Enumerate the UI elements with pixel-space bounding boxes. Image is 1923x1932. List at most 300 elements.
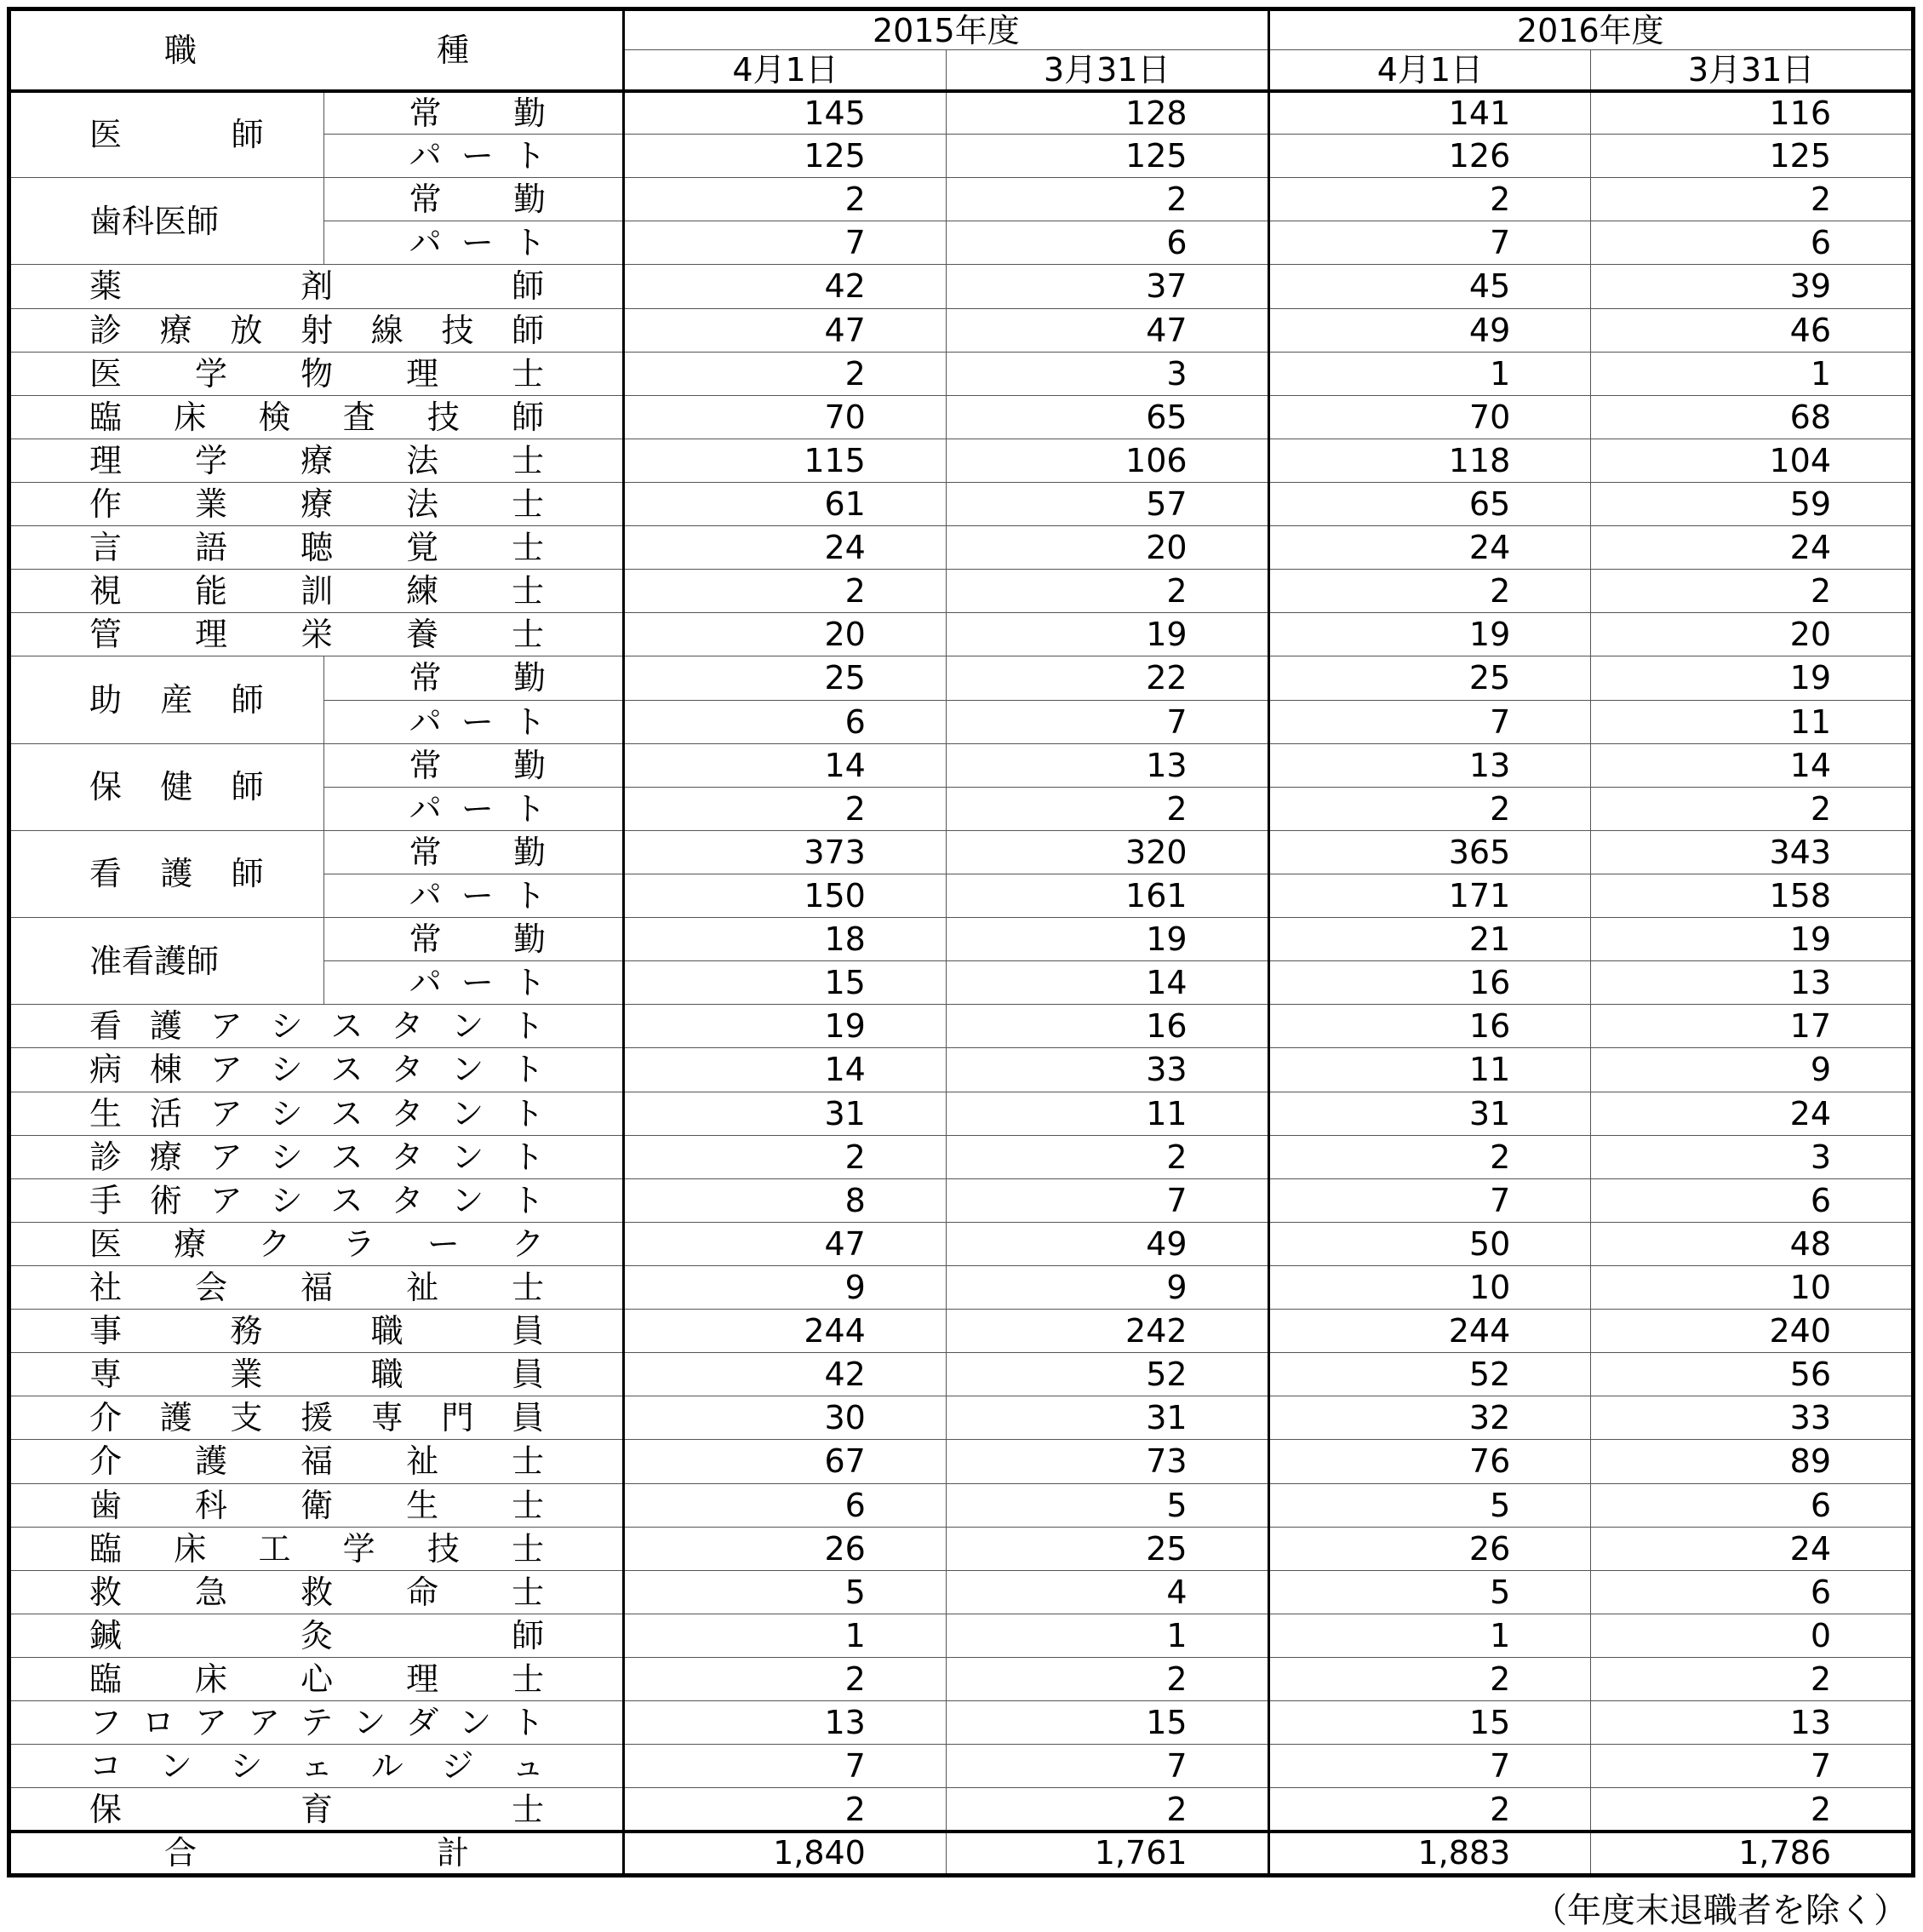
job-type-cell bbox=[9, 439, 624, 482]
label-char: フ bbox=[89, 1704, 123, 1742]
value-cell: 89 bbox=[1591, 1440, 1914, 1483]
job-type-label bbox=[11, 1051, 622, 1089]
label-char: パ bbox=[409, 137, 442, 175]
label-char: 養 bbox=[406, 616, 439, 654]
label-char: 療 bbox=[300, 441, 334, 479]
label-char: 業 bbox=[195, 485, 228, 524]
value-cell: 6 bbox=[624, 700, 947, 743]
job-type-label bbox=[11, 1312, 622, 1350]
label-char: 手 bbox=[89, 1181, 123, 1219]
value-cell: 19 bbox=[1591, 918, 1914, 961]
label-char: 技 bbox=[426, 398, 460, 436]
label-char: シ bbox=[230, 1747, 263, 1786]
table-row bbox=[9, 1745, 1914, 1788]
job-type-cell bbox=[9, 1178, 624, 1222]
value-cell: 118 bbox=[1268, 439, 1591, 482]
label-char: 福 bbox=[300, 1442, 334, 1481]
job-group-cell bbox=[9, 830, 324, 917]
table-row bbox=[9, 1527, 1914, 1570]
value-cell: 150 bbox=[624, 874, 947, 917]
total-value-cell: 1,840 bbox=[624, 1832, 947, 1876]
label-char: 救 bbox=[89, 1573, 123, 1611]
value-cell: 20 bbox=[1591, 613, 1914, 656]
label-char: 法 bbox=[406, 441, 439, 479]
table-row bbox=[9, 656, 1914, 700]
job-group-label bbox=[11, 202, 323, 240]
value-cell: 240 bbox=[1591, 1310, 1914, 1353]
label-char: 師 bbox=[231, 116, 264, 154]
value-cell: 244 bbox=[1268, 1310, 1591, 1353]
label-char: 理 bbox=[406, 354, 439, 393]
label-char: 作 bbox=[89, 485, 123, 524]
label-char: 歯科医師 bbox=[89, 202, 220, 240]
label-char: 員 bbox=[512, 1399, 545, 1437]
employment-type-label bbox=[324, 746, 623, 784]
label-char: 療 bbox=[174, 1224, 207, 1263]
value-cell: 2 bbox=[946, 1657, 1268, 1700]
label-char: ロ bbox=[142, 1704, 175, 1742]
job-type-label bbox=[11, 1094, 622, 1132]
value-cell: 6 bbox=[1591, 1570, 1914, 1614]
value-cell: 2 bbox=[624, 352, 947, 395]
value-cell: 22 bbox=[946, 656, 1268, 700]
table-row bbox=[9, 743, 1914, 787]
job-type-cell bbox=[9, 1657, 624, 1700]
label-char: ン bbox=[451, 1094, 484, 1132]
value-cell: 2 bbox=[946, 178, 1268, 221]
label-char: テ bbox=[300, 1704, 334, 1742]
job-group-cell bbox=[9, 91, 324, 178]
label-char: ト bbox=[513, 877, 547, 915]
label-char: 常 bbox=[409, 181, 442, 219]
value-cell: 13 bbox=[1268, 743, 1591, 787]
label-char: 鍼 bbox=[89, 1616, 123, 1654]
value-cell: 49 bbox=[946, 1222, 1268, 1265]
job-type-label bbox=[11, 529, 622, 567]
label-char: 士 bbox=[512, 441, 545, 479]
value-cell: 5 bbox=[1268, 1483, 1591, 1527]
value-cell: 7 bbox=[1268, 1178, 1591, 1222]
job-type-cell bbox=[9, 308, 624, 352]
value-cell: 126 bbox=[1268, 135, 1591, 178]
table-row bbox=[9, 1440, 1914, 1483]
value-cell: 16 bbox=[946, 1005, 1268, 1048]
job-type-cell bbox=[9, 1092, 624, 1135]
value-cell: 73 bbox=[946, 1440, 1268, 1483]
value-cell: 19 bbox=[1268, 613, 1591, 656]
label-char: 師 bbox=[512, 1616, 545, 1654]
total-value-cell: 1,883 bbox=[1268, 1832, 1591, 1876]
value-cell: 24 bbox=[1591, 1527, 1914, 1570]
job-type-cell bbox=[9, 1614, 624, 1657]
label-char: 床 bbox=[174, 398, 207, 436]
label-char: 学 bbox=[195, 354, 228, 393]
value-cell: 6 bbox=[624, 1483, 947, 1527]
label-char: 士 bbox=[512, 572, 545, 611]
value-cell: 10 bbox=[1591, 1265, 1914, 1309]
table-row bbox=[9, 570, 1914, 613]
value-cell: 2 bbox=[624, 787, 947, 830]
label-char: パ bbox=[409, 877, 442, 915]
value-cell: 6 bbox=[1591, 1483, 1914, 1527]
table-row bbox=[9, 439, 1914, 482]
label-char: ン bbox=[451, 1051, 484, 1089]
value-cell: 5 bbox=[946, 1483, 1268, 1527]
job-type-label bbox=[11, 1486, 622, 1524]
value-cell: 2 bbox=[624, 570, 947, 613]
label-char: 棟 bbox=[149, 1051, 182, 1089]
label-char: 命 bbox=[406, 1573, 439, 1611]
label-char: 療 bbox=[149, 1138, 182, 1176]
job-type-cell bbox=[9, 613, 624, 656]
table-row bbox=[9, 308, 1914, 352]
label-char: 支 bbox=[230, 1399, 263, 1437]
label-char: ト bbox=[513, 964, 547, 1002]
value-cell: 116 bbox=[1591, 91, 1914, 135]
label-char: ジ bbox=[441, 1747, 474, 1786]
value-cell: 2 bbox=[624, 1135, 947, 1178]
label-char: ー bbox=[461, 224, 494, 262]
job-type-label bbox=[11, 1704, 622, 1742]
label-char: ア bbox=[248, 1704, 281, 1742]
table-row bbox=[9, 1178, 1914, 1222]
value-cell: 30 bbox=[624, 1396, 947, 1440]
label-char: ト bbox=[513, 224, 547, 262]
label-char: 床 bbox=[195, 1660, 228, 1698]
footnote: （年度末退職者を除く） bbox=[1533, 1891, 1908, 1930]
label-char: 社 bbox=[89, 1269, 123, 1306]
value-cell: 13 bbox=[624, 1701, 947, 1745]
value-cell: 2 bbox=[1591, 1657, 1914, 1700]
value-cell: 8 bbox=[624, 1178, 947, 1222]
label-char: ー bbox=[461, 789, 494, 828]
label-char: 放 bbox=[230, 311, 263, 349]
value-cell: 33 bbox=[1591, 1396, 1914, 1440]
label-char: 士 bbox=[512, 485, 545, 524]
total-label bbox=[11, 1834, 622, 1872]
value-cell: 14 bbox=[624, 1048, 947, 1092]
label-char: 産 bbox=[160, 681, 193, 719]
label-char: 線 bbox=[370, 311, 403, 349]
value-cell: 13 bbox=[1591, 1701, 1914, 1745]
value-cell: 48 bbox=[1591, 1222, 1914, 1265]
job-type-label bbox=[11, 267, 622, 306]
job-type-cell bbox=[9, 1527, 624, 1570]
label-char: 聴 bbox=[300, 529, 334, 567]
label-char: ン bbox=[459, 1704, 492, 1742]
value-cell: 19 bbox=[624, 1005, 947, 1048]
label-char: 務 bbox=[230, 1312, 263, 1350]
label-char: ー bbox=[426, 1224, 460, 1263]
label-char: 医 bbox=[89, 354, 123, 393]
value-cell: 2 bbox=[1268, 178, 1591, 221]
label-char: 診 bbox=[89, 311, 123, 349]
value-cell: 373 bbox=[624, 830, 947, 874]
value-cell: 25 bbox=[1268, 656, 1591, 700]
value-cell: 2 bbox=[1591, 1788, 1914, 1832]
label-char: ト bbox=[512, 1094, 545, 1132]
table-row bbox=[9, 352, 1914, 395]
value-cell: 45 bbox=[1268, 265, 1591, 308]
label-char: ア bbox=[195, 1704, 228, 1742]
value-cell: 2 bbox=[946, 787, 1268, 830]
job-group-label bbox=[11, 855, 323, 893]
value-cell: 2 bbox=[1268, 1788, 1591, 1832]
label-char: 物 bbox=[300, 354, 334, 393]
value-cell: 365 bbox=[1268, 830, 1591, 874]
value-cell: 11 bbox=[1268, 1048, 1591, 1092]
value-cell: 125 bbox=[1591, 135, 1914, 178]
job-type-label bbox=[11, 572, 622, 611]
job-type-cell bbox=[9, 265, 624, 308]
label-char: ー bbox=[461, 702, 494, 741]
employment-type-label bbox=[324, 877, 623, 915]
value-cell: 31 bbox=[1268, 1092, 1591, 1135]
value-cell: 18 bbox=[624, 918, 947, 961]
value-cell: 7 bbox=[624, 1745, 947, 1788]
label-char: 専 bbox=[89, 1356, 123, 1394]
label-char: ー bbox=[461, 137, 494, 175]
value-cell: 52 bbox=[1268, 1353, 1591, 1396]
value-cell: 9 bbox=[624, 1265, 947, 1309]
label-char: ェ bbox=[300, 1747, 334, 1786]
label-char: 学 bbox=[195, 441, 228, 479]
value-cell: 14 bbox=[1591, 743, 1914, 787]
value-cell: 115 bbox=[624, 439, 947, 482]
job-type-label bbox=[11, 311, 622, 349]
value-cell: 24 bbox=[624, 526, 947, 570]
table-row bbox=[9, 918, 1914, 961]
value-cell: 70 bbox=[624, 395, 947, 439]
label-char: 看 bbox=[89, 855, 123, 893]
label-char: 科 bbox=[195, 1486, 228, 1524]
label-char: 救 bbox=[300, 1573, 334, 1611]
label-char: 会 bbox=[195, 1269, 228, 1306]
job-type-cell bbox=[9, 526, 624, 570]
value-cell: 7 bbox=[624, 221, 947, 265]
value-cell: 47 bbox=[624, 308, 947, 352]
table-row bbox=[9, 1135, 1914, 1178]
table-row bbox=[9, 178, 1914, 221]
label-char: 法 bbox=[406, 485, 439, 524]
label-char: ア bbox=[209, 1007, 243, 1046]
label-char: 門 bbox=[441, 1399, 474, 1437]
employment-type-label bbox=[324, 659, 623, 697]
label-char: 士 bbox=[512, 1442, 545, 1481]
label-char: ト bbox=[512, 1704, 545, 1742]
job-type-label bbox=[11, 1007, 622, 1046]
label-char: 士 bbox=[512, 616, 545, 654]
label-char: 助 bbox=[89, 681, 123, 719]
value-cell: 320 bbox=[946, 830, 1268, 874]
label-char: 訓 bbox=[300, 572, 334, 611]
job-type-label bbox=[11, 1529, 622, 1568]
job-type-label bbox=[11, 1181, 622, 1219]
label-char: ュ bbox=[512, 1747, 545, 1786]
job-type-cell bbox=[9, 352, 624, 395]
job-type-cell bbox=[9, 1483, 624, 1527]
label-char: 心 bbox=[300, 1660, 334, 1698]
value-cell: 25 bbox=[946, 1527, 1268, 1570]
label-char: 灸 bbox=[300, 1616, 334, 1654]
label-char: ル bbox=[370, 1747, 403, 1786]
job-type-cell bbox=[9, 1222, 624, 1265]
employment-type-label bbox=[324, 964, 623, 1002]
table-row bbox=[9, 1396, 1914, 1440]
value-cell: 32 bbox=[1268, 1396, 1591, 1440]
value-cell: 42 bbox=[624, 265, 947, 308]
job-type-cell bbox=[9, 1788, 624, 1832]
value-cell: 2 bbox=[1268, 787, 1591, 830]
value-cell: 104 bbox=[1591, 439, 1914, 482]
date-header: 3月31日 bbox=[946, 50, 1268, 91]
label-char: 保 bbox=[89, 768, 123, 806]
label-char: タ bbox=[391, 1181, 424, 1219]
label-char: 准看護師 bbox=[89, 942, 220, 980]
table-row bbox=[9, 1701, 1914, 1745]
label-char: 学 bbox=[342, 1529, 375, 1568]
value-cell: 65 bbox=[1268, 482, 1591, 525]
label-char: ス bbox=[330, 1094, 363, 1132]
employment-type-cell bbox=[323, 135, 624, 178]
job-type-cell bbox=[9, 1005, 624, 1048]
value-cell: 6 bbox=[1591, 1178, 1914, 1222]
value-cell: 2 bbox=[1268, 1657, 1591, 1700]
value-cell: 39 bbox=[1591, 265, 1914, 308]
label-char: 理 bbox=[406, 1660, 439, 1698]
job-type-cell bbox=[9, 395, 624, 439]
value-cell: 11 bbox=[1591, 700, 1914, 743]
label-char: 常 bbox=[409, 746, 442, 784]
label-char: 医 bbox=[89, 116, 123, 154]
table-row bbox=[9, 1614, 1914, 1657]
value-cell: 24 bbox=[1591, 526, 1914, 570]
table-row bbox=[9, 1570, 1914, 1614]
label-char: 技 bbox=[426, 1529, 460, 1568]
value-cell: 31 bbox=[624, 1092, 947, 1135]
year-header-2016: 2016年度 bbox=[1268, 9, 1913, 50]
job-type-cell bbox=[9, 1353, 624, 1396]
total-row bbox=[9, 1832, 1914, 1876]
table-row bbox=[9, 1353, 1914, 1396]
label-char: ト bbox=[513, 137, 547, 175]
value-cell: 14 bbox=[624, 743, 947, 787]
table-row bbox=[9, 1310, 1914, 1353]
value-cell: 68 bbox=[1591, 395, 1914, 439]
table-row bbox=[9, 1222, 1914, 1265]
label-char: 士 bbox=[512, 1269, 545, 1306]
job-type-cell bbox=[9, 1701, 624, 1745]
table-row bbox=[9, 526, 1914, 570]
label-char: ト bbox=[512, 1007, 545, 1046]
employment-type-label bbox=[324, 702, 623, 741]
label-char: 師 bbox=[512, 398, 545, 436]
value-cell: 19 bbox=[946, 918, 1268, 961]
label-char: 査 bbox=[342, 398, 375, 436]
label-char: シ bbox=[270, 1138, 303, 1176]
employment-type-cell bbox=[323, 830, 624, 874]
label-char: 療 bbox=[300, 485, 334, 524]
label-char: ン bbox=[451, 1007, 484, 1046]
value-cell: 15 bbox=[946, 1701, 1268, 1745]
label-char: 勤 bbox=[513, 920, 547, 959]
job-group-cell bbox=[9, 656, 324, 743]
table-row bbox=[9, 482, 1914, 525]
label-char: 職 bbox=[164, 31, 197, 69]
value-cell: 47 bbox=[946, 308, 1268, 352]
employment-type-label bbox=[324, 789, 623, 828]
job-type-label bbox=[11, 616, 622, 654]
value-cell: 33 bbox=[946, 1048, 1268, 1092]
label-char: ト bbox=[513, 789, 547, 828]
date-header: 3月31日 bbox=[1591, 50, 1914, 91]
label-char: ー bbox=[461, 877, 494, 915]
label-char: 士 bbox=[512, 529, 545, 567]
job-type-cell bbox=[9, 482, 624, 525]
label-char: 勤 bbox=[513, 746, 547, 784]
value-cell: 141 bbox=[1268, 91, 1591, 135]
value-cell: 26 bbox=[1268, 1527, 1591, 1570]
label-char: パ bbox=[409, 789, 442, 828]
label-char: 護 bbox=[149, 1007, 182, 1046]
employment-type-label bbox=[324, 833, 623, 871]
value-cell: 2 bbox=[624, 178, 947, 221]
label-char: ダ bbox=[406, 1704, 439, 1742]
label-char: ト bbox=[513, 702, 547, 741]
value-cell: 50 bbox=[1268, 1222, 1591, 1265]
label-char: 生 bbox=[89, 1094, 123, 1132]
value-cell: 24 bbox=[1268, 526, 1591, 570]
value-cell: 7 bbox=[946, 1178, 1268, 1222]
label-char: 合 bbox=[164, 1834, 197, 1872]
job-type-label bbox=[11, 1616, 622, 1654]
value-cell: 52 bbox=[946, 1353, 1268, 1396]
label-char: 護 bbox=[159, 1399, 192, 1437]
value-cell: 57 bbox=[946, 482, 1268, 525]
value-cell: 2 bbox=[1591, 570, 1914, 613]
employment-type-cell bbox=[323, 656, 624, 700]
label-char: 生 bbox=[406, 1486, 439, 1524]
label-char: ン bbox=[451, 1181, 484, 1219]
label-char: シ bbox=[270, 1051, 303, 1089]
label-char: 師 bbox=[231, 681, 264, 719]
employment-type-label bbox=[324, 920, 623, 959]
job-type-label bbox=[11, 485, 622, 524]
value-cell: 20 bbox=[946, 526, 1268, 570]
label-char: 勤 bbox=[513, 94, 547, 132]
value-cell: 2 bbox=[946, 570, 1268, 613]
value-cell: 37 bbox=[946, 265, 1268, 308]
label-char: 床 bbox=[174, 1529, 207, 1568]
label-char: ア bbox=[209, 1051, 243, 1089]
value-cell: 6 bbox=[946, 221, 1268, 265]
job-type-cell bbox=[9, 570, 624, 613]
label-char: 士 bbox=[512, 1486, 545, 1524]
job-type-header bbox=[9, 9, 624, 91]
employment-type-label bbox=[324, 224, 623, 262]
label-char: 保 bbox=[89, 1790, 123, 1828]
value-cell: 1 bbox=[946, 1614, 1268, 1657]
value-cell: 47 bbox=[624, 1222, 947, 1265]
value-cell: 125 bbox=[946, 135, 1268, 178]
staff-count-table bbox=[7, 7, 1915, 1878]
label-char: ン bbox=[353, 1704, 386, 1742]
label-char: パ bbox=[409, 702, 442, 741]
employment-type-label bbox=[324, 137, 623, 175]
value-cell: 242 bbox=[946, 1310, 1268, 1353]
job-type-label bbox=[11, 441, 622, 479]
value-cell: 0 bbox=[1591, 1614, 1914, 1657]
